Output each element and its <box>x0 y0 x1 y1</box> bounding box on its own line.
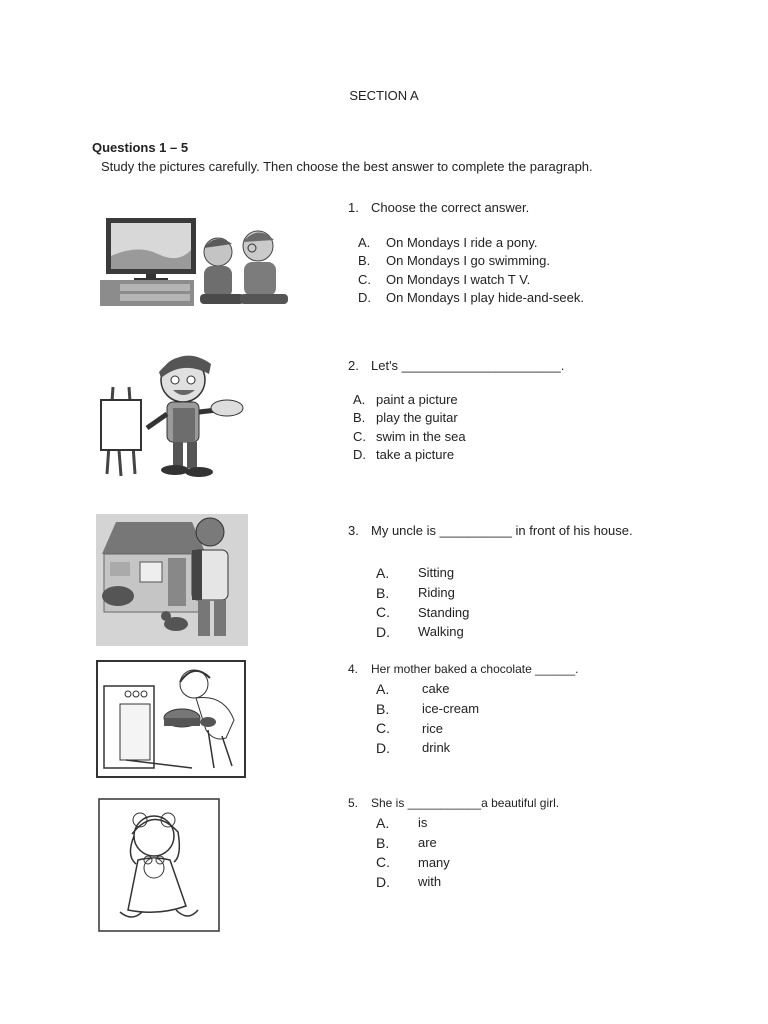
question-5-number: 5. <box>348 796 359 810</box>
questions-header: Questions 1 – 5 <box>92 140 189 155</box>
question-2 <box>348 358 564 373</box>
question-1-option-d[interactable]: D. On Mondays I play hide-and-seek. <box>358 290 584 306</box>
question-5-option-a[interactable]: A. is <box>376 814 428 831</box>
question-4 <box>348 662 578 676</box>
question-5-text: She is ___________a beautiful girl. <box>371 796 560 810</box>
question-3 <box>348 523 633 538</box>
question-4-option-c[interactable]: C. rice <box>376 720 443 737</box>
question-3-number: 3. <box>348 523 359 538</box>
question-2-options <box>353 390 466 464</box>
house-man-illustration <box>96 514 248 646</box>
question-4-number: 4. <box>348 662 359 676</box>
mother-baking-illustration <box>96 660 246 778</box>
question-5-option-d[interactable]: D. with <box>376 873 442 890</box>
question-2-option-a[interactable]: A. paint a picture <box>353 391 458 407</box>
question-1 <box>348 200 529 215</box>
question-2-option-b[interactable]: B. play the guitar <box>353 410 458 426</box>
question-2-text: Let's ______________________. <box>371 358 565 373</box>
question-3-option-a[interactable]: A. Sitting <box>376 564 455 581</box>
question-2-number: 2. <box>348 358 359 373</box>
instructions: Study the pictures carefully. Then choose the best answer to complete the paragraph. <box>101 159 593 174</box>
question-4-option-d[interactable]: D. drink <box>376 739 451 756</box>
question-4-option-a[interactable]: A. cake <box>376 680 450 697</box>
question-5 <box>348 796 559 810</box>
question-3-option-b[interactable]: B. Riding <box>376 584 455 601</box>
question-3-option-c[interactable]: C. Standing <box>376 604 470 621</box>
question-3-option-d[interactable]: D. Walking <box>376 623 464 640</box>
question-2-option-c[interactable]: C. swim in the sea <box>353 428 466 444</box>
question-4-options <box>376 679 479 758</box>
section-title: SECTION A <box>349 88 419 103</box>
question-5-options <box>376 813 450 892</box>
question-5-option-b[interactable]: B. are <box>376 834 437 851</box>
question-4-text: Her mother baked a chocolate ______. <box>371 662 579 676</box>
question-5-option-c[interactable]: C. many <box>376 854 450 871</box>
question-1-number: 1. <box>348 200 359 215</box>
question-3-options <box>376 563 469 642</box>
boy-painting-illustration <box>99 342 249 482</box>
question-1-options <box>358 233 584 307</box>
question-1-option-a[interactable]: A. On Mondays I ride a pony. <box>358 234 538 250</box>
question-4-option-b[interactable]: B. ice-cream <box>376 700 480 717</box>
question-1-option-b[interactable]: B. On Mondays I go swimming. <box>358 253 551 269</box>
question-2-option-d[interactable]: D. take a picture <box>353 447 455 463</box>
tv-children-illustration <box>98 214 292 310</box>
question-3-text: My uncle is __________ in front of his house. <box>371 523 633 538</box>
question-1-text: Choose the correct answer. <box>371 200 530 215</box>
question-1-option-c[interactable]: C. On Mondays I watch T V. <box>358 271 531 287</box>
girl-teddy-illustration <box>98 798 220 932</box>
